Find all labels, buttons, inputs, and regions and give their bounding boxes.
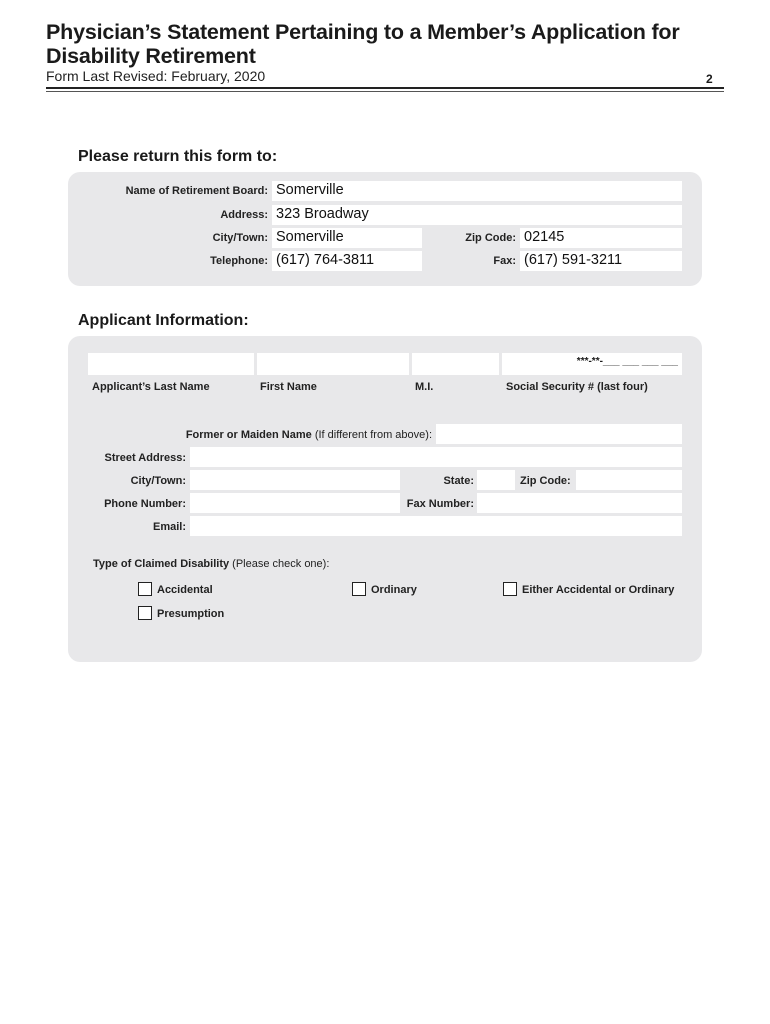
former-name-input[interactable] [436, 424, 682, 444]
zip-label: Zip Code: [465, 232, 516, 244]
address-field[interactable] [272, 205, 682, 225]
ordinary-checkbox[interactable] [352, 582, 366, 596]
telephone-label: Telephone: [210, 255, 268, 267]
zip-field[interactable] [520, 228, 682, 248]
page-number: 2 [706, 72, 713, 86]
former-name-label-text: Former or Maiden Name [185, 429, 312, 441]
either-label: Either Accidental or Ordinary [522, 584, 675, 596]
ssn-input[interactable] [502, 353, 682, 375]
presumption-checkbox[interactable] [138, 606, 152, 620]
phone-label: Phone Number: [104, 498, 186, 510]
fax-value: (617) 591-3211 [524, 252, 623, 268]
accidental-label: Accidental [157, 584, 213, 596]
address-label: Address: [220, 209, 268, 221]
ordinary-label: Ordinary [371, 584, 417, 596]
applicant-city-label: City/Town: [130, 475, 186, 487]
ssn-placeholder: ***-**-___ ___ ___ ___ [576, 356, 678, 367]
first-name-input[interactable] [257, 353, 409, 375]
email-input[interactable] [190, 516, 682, 536]
last-name-input[interactable] [88, 353, 254, 375]
disability-type-label [93, 558, 329, 570]
presumption-label: Presumption [157, 608, 225, 620]
page-title: Physician’s Statement Pertaining to a Member’s Application for Disability Retirement [46, 20, 680, 68]
applicant-fax-label: Fax Number: [406, 498, 474, 510]
applicant-zip-input[interactable] [576, 470, 682, 490]
applicant-heading: Applicant Information: [78, 312, 249, 329]
phone-input[interactable] [190, 493, 400, 513]
street-address-input[interactable] [190, 447, 682, 467]
former-name-note: (If different from above): [314, 429, 432, 441]
city-label: City/Town: [212, 232, 268, 244]
accidental-checkbox[interactable] [138, 582, 152, 596]
address-value: 323 Broadway [276, 206, 369, 222]
last-name-label: Applicant’s Last Name [92, 381, 210, 393]
header-divider [46, 87, 724, 89]
first-name-label: First Name [260, 381, 317, 393]
fax-field[interactable] [520, 251, 682, 271]
fax-label: Fax: [493, 255, 516, 267]
board-label: Name of Retirement Board: [125, 185, 268, 197]
city-value: Somerville [276, 229, 344, 245]
city-field[interactable] [272, 228, 422, 248]
email-label: Email: [152, 521, 186, 533]
applicant-city-input[interactable] [190, 470, 400, 490]
zip-value: 02145 [524, 229, 565, 245]
state-label: State: [443, 475, 474, 487]
return-heading: Please return this form to: [78, 148, 278, 165]
ssn-label: Social Security # (last four) [506, 381, 648, 393]
state-input[interactable] [477, 470, 515, 490]
board-field[interactable] [272, 181, 682, 201]
applicant-fax-input[interactable] [477, 493, 682, 513]
disability-type-note: (Please check one): [232, 558, 330, 570]
revision-date: Form Last Revised: February, 2020 [46, 68, 266, 84]
former-name-label [90, 429, 432, 441]
telephone-field[interactable] [272, 251, 422, 271]
disability-type-label-text: Type of Claimed Disability [93, 558, 230, 570]
applicant-zip-label: Zip Code: [520, 475, 571, 487]
street-address-label: Street Address: [104, 452, 186, 464]
middle-initial-input[interactable] [412, 353, 499, 375]
telephone-value: (617) 764-3811 [276, 252, 375, 268]
header-divider-thin [46, 91, 724, 92]
board-value: Somerville [276, 182, 344, 198]
either-checkbox[interactable] [503, 582, 517, 596]
mi-label: M.I. [415, 381, 434, 393]
